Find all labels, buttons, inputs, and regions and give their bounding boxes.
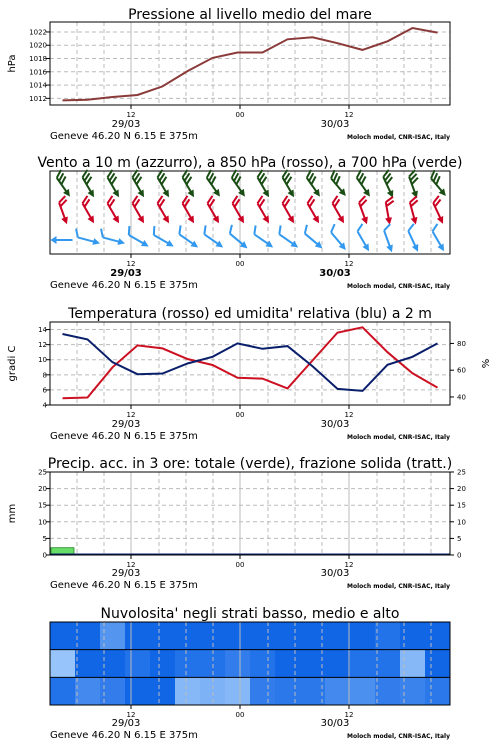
cloud-cell-basso (350, 677, 376, 705)
barb-feather (431, 224, 440, 231)
cloud-cell-medio (225, 650, 251, 678)
x-tick-label: 00 (235, 411, 245, 419)
cloud-cell-alto (425, 622, 451, 650)
barb-head (312, 215, 322, 225)
y-tick-label: 1014 (29, 81, 47, 90)
wind-barb-10-m (274, 225, 303, 250)
cloud-cell-alto (75, 622, 101, 650)
barb-head (362, 243, 372, 253)
wind-barb-850-hpa (428, 196, 450, 225)
wind-barb-10-m (300, 225, 328, 251)
cloud-cell-alto (325, 622, 351, 650)
location-label: Geneve 46.20 N 6.15 E 375m (50, 280, 198, 291)
cloud-cell-alto (50, 622, 76, 650)
barb-feather (201, 225, 209, 234)
pressure-line (63, 28, 438, 100)
y-axis-label-right: % (481, 358, 492, 369)
y-tick-label: 15 (457, 501, 466, 510)
cloud-cell-medio (425, 650, 451, 678)
barb-feather (150, 226, 157, 235)
y-tick-label: 1018 (29, 55, 47, 64)
barb-head (187, 189, 197, 199)
cloud-cell-medio (275, 650, 301, 678)
barb-feather (125, 226, 132, 235)
x-tick-label: 00 (235, 260, 245, 268)
credit-label: Moloch model, CNR-ISAC, Italy (347, 283, 450, 290)
cloud-cell-medio (250, 650, 276, 678)
y-tick-label: 25 (38, 468, 47, 477)
wind-barb-850-hpa (202, 196, 225, 225)
barb-head (162, 189, 172, 199)
date-label: 29/03 (110, 268, 142, 279)
wind-barb-850-hpa (227, 196, 250, 225)
wind-barb-10-m (124, 226, 153, 249)
cloud-cell-alto (175, 622, 201, 650)
barb-head (337, 215, 347, 225)
x-tick-label: 00 (235, 561, 245, 569)
y-tick-label: 4 (42, 401, 47, 410)
y-tick-label: 60 (457, 366, 466, 375)
wind-barb-850-hpa (54, 196, 74, 225)
wind-barb-850-hpa (77, 196, 100, 225)
cloud-cell-alto (275, 622, 301, 650)
barb-head (112, 189, 122, 199)
barb-head (386, 244, 395, 253)
plot-frame (50, 472, 450, 555)
y-axis-label: mm (7, 503, 18, 524)
y-tick-label: 40 (457, 393, 466, 402)
y-tick-label: 1022 (29, 28, 47, 37)
wind-barb-700-hpa (152, 170, 175, 199)
x-tick-label: 12 (126, 561, 136, 569)
location-label: Geneve 46.20 N 6.15 E 375m (50, 730, 198, 741)
x-tick-label: 12 (344, 711, 354, 719)
cloud-cell-basso (425, 677, 451, 705)
y-tick-label: 5 (42, 534, 47, 543)
wind-barb-850-hpa (177, 196, 200, 225)
wind-barb-700-hpa (302, 170, 327, 199)
wind-barb-700-hpa (202, 170, 227, 199)
barb-head (162, 215, 172, 225)
cloud-cell-medio (325, 650, 351, 678)
barb-head (87, 215, 97, 225)
x-tick-label: 12 (344, 111, 354, 119)
wind-barb-10-m (326, 224, 352, 252)
barb-head (166, 240, 176, 250)
date-label: 29/03 (111, 119, 141, 130)
credit-label: Moloch model, CNR-ISAC, Italy (347, 583, 450, 590)
barb-feather (329, 224, 338, 232)
barb-head (137, 189, 147, 199)
y-tick-label: 8 (42, 371, 47, 380)
y-tick-label: 20 (457, 485, 466, 494)
cloud-cell-basso (125, 677, 151, 705)
date-label: 29/03 (111, 568, 141, 579)
cloud-cell-medio (75, 650, 101, 678)
wind-barb-700-hpa (352, 170, 377, 199)
cloud-cell-medio (150, 650, 176, 678)
cloud-cell-alto (375, 622, 401, 650)
date-label: 29/03 (111, 419, 141, 430)
temperature-line (63, 327, 438, 398)
barb-feather (251, 225, 259, 234)
barb-feather (302, 225, 310, 234)
y-tick-label: 25 (457, 468, 466, 477)
wind-barb-10-m (352, 224, 375, 253)
date-label: 30/03 (319, 268, 351, 279)
date-label: 30/03 (320, 568, 350, 579)
date-label: 30/03 (320, 718, 350, 729)
y-tick-label: 5 (457, 534, 462, 543)
cloud-cell-alto (250, 622, 276, 650)
cloud-cell-basso (275, 677, 301, 705)
location-label: Geneve 46.20 N 6.15 E 375m (50, 131, 198, 142)
chart-title: Vento a 10 m (azzurro), a 850 hPa (rosso), a 700 hPa (verde) (37, 155, 463, 171)
cloud-cell-alto (225, 622, 251, 650)
plot-frame (50, 22, 450, 105)
cloud-cell-alto (125, 622, 151, 650)
wind-barb-700-hpa (52, 170, 77, 199)
wind-barb-850-hpa (152, 196, 175, 225)
y-tick-label: 10 (38, 518, 47, 527)
barb-head (411, 217, 420, 226)
credit-label: Moloch model, CNR-ISAC, Italy (347, 733, 450, 740)
y-tick-label: 10 (38, 356, 47, 365)
date-label: 30/03 (320, 119, 350, 130)
y-tick-label: 80 (457, 339, 466, 348)
cloud-cell-basso (150, 677, 176, 705)
wind-barb-700-hpa (326, 170, 352, 198)
cloud-cell-medio (175, 650, 201, 678)
barb-head (87, 189, 97, 199)
y-tick-label: 1016 (29, 68, 47, 77)
date-label: 30/03 (320, 419, 350, 430)
barb-feather (407, 224, 416, 231)
y-tick-label: 0 (457, 551, 462, 560)
barb-head (287, 215, 297, 225)
wind-barb-850-hpa (102, 196, 125, 225)
wind-barb-700-hpa (102, 170, 125, 199)
x-tick-label: 00 (235, 111, 245, 119)
cloud-cell-basso (250, 677, 276, 705)
wind-barb-10-m (379, 224, 399, 253)
barb-head (112, 215, 122, 225)
wind-barb-700-hpa (252, 170, 275, 199)
barb-feather (74, 229, 80, 238)
wind-barb-10-m (149, 226, 178, 249)
barb-head (287, 189, 297, 199)
location-label: Geneve 46.20 N 6.15 E 375m (50, 580, 198, 591)
wind-barb-700-hpa (227, 170, 252, 199)
cloud-cell-medio (125, 650, 151, 678)
barb-feather (276, 225, 284, 234)
wind-barb-850-hpa (382, 197, 398, 226)
barb-head (92, 238, 101, 247)
x-tick-label: 12 (126, 111, 136, 119)
y-tick-label: 0 (42, 551, 47, 560)
wind-barb-700-hpa (77, 170, 100, 199)
x-tick-label: 12 (344, 561, 354, 569)
cloud-cell-medio (375, 650, 401, 678)
wind-barb-10-m (403, 224, 425, 253)
barb-head (437, 216, 446, 225)
cloud-cell-basso (375, 677, 401, 705)
wind-barb-700-hpa (378, 170, 400, 199)
barb-head (61, 216, 70, 225)
wind-barb-700-hpa (426, 170, 452, 198)
chart-title: Temperatura (rosso) ed umidita' relativa (blu) a 2 m (68, 306, 432, 322)
x-tick-label: 12 (126, 260, 136, 268)
wind-barb-850-hpa (252, 196, 275, 225)
credit-label: Moloch model, CNR-ISAC, Italy (347, 134, 450, 141)
y-axis-label: gradi C (7, 345, 18, 382)
y-tick-label: 10 (457, 518, 466, 527)
chart-title: Precip. acc. in 3 ore: totale (verde), frazione solida (tratt.) (47, 456, 453, 472)
wind-barb-10-m (51, 236, 73, 244)
wind-barb-850-hpa (354, 196, 374, 225)
cloud-cell-alto (150, 622, 176, 650)
barb-head (237, 215, 247, 225)
cloud-cell-basso (75, 677, 101, 705)
wind-barb-10-m (225, 225, 253, 251)
y-tick-label: 14 (38, 326, 47, 335)
wind-barb-10-m (249, 225, 278, 250)
barb-head (51, 236, 57, 244)
cloud-cell-alto (350, 622, 376, 650)
credit-label: Moloch model, CNR-ISAC, Italy (347, 434, 450, 441)
barb-head (262, 215, 272, 225)
wind-barb-700-hpa (404, 170, 424, 199)
barb-head (412, 244, 421, 253)
y-axis-label: hPa (7, 54, 18, 73)
x-tick-label: 00 (235, 711, 245, 719)
y-tick-label: 15 (38, 501, 47, 510)
barb-head (262, 189, 272, 199)
barb-feather (383, 224, 392, 230)
location-label: Geneve 46.20 N 6.15 E 375m (50, 431, 198, 442)
x-tick-label: 12 (344, 411, 354, 419)
barb-head (137, 215, 147, 225)
barb-feather (356, 224, 365, 231)
cloud-cell-basso (225, 677, 251, 705)
cloud-cell-basso (325, 677, 351, 705)
chart-title: Pressione al livello medio del mare (128, 7, 372, 23)
x-tick-label: 12 (126, 411, 136, 419)
y-tick-label: 6 (42, 386, 47, 395)
date-label: 29/03 (111, 718, 141, 729)
barb-feather (176, 225, 184, 234)
chart-title: Nuvolosita' negli strati basso, medio e alto (100, 606, 400, 622)
wind-barb-700-hpa (277, 170, 300, 199)
y-tick-label: 12 (38, 341, 47, 350)
barb-feather (227, 225, 235, 234)
barb-head (437, 243, 447, 253)
x-tick-label: 12 (344, 260, 354, 268)
wind-barb-700-hpa (177, 170, 200, 199)
x-tick-label: 12 (126, 711, 136, 719)
wind-barb-10-m (98, 229, 127, 247)
barb-head (141, 240, 151, 250)
barb-head (117, 238, 126, 247)
y-tick-label: 1012 (29, 94, 47, 103)
wind-barb-850-hpa (327, 196, 350, 225)
cloud-cell-basso (50, 677, 76, 705)
barb-head (212, 215, 222, 225)
y-tick-label: 20 (38, 485, 47, 494)
cloud-cell-medio (50, 650, 76, 678)
cloud-cell-basso (175, 677, 201, 705)
wind-barb-850-hpa (277, 196, 300, 225)
wind-barb-850-hpa (405, 196, 423, 225)
y-tick-label: 1020 (29, 41, 47, 50)
cloud-cell-medio (350, 650, 376, 678)
barb-head (187, 215, 197, 225)
wind-barb-10-m (174, 225, 203, 250)
